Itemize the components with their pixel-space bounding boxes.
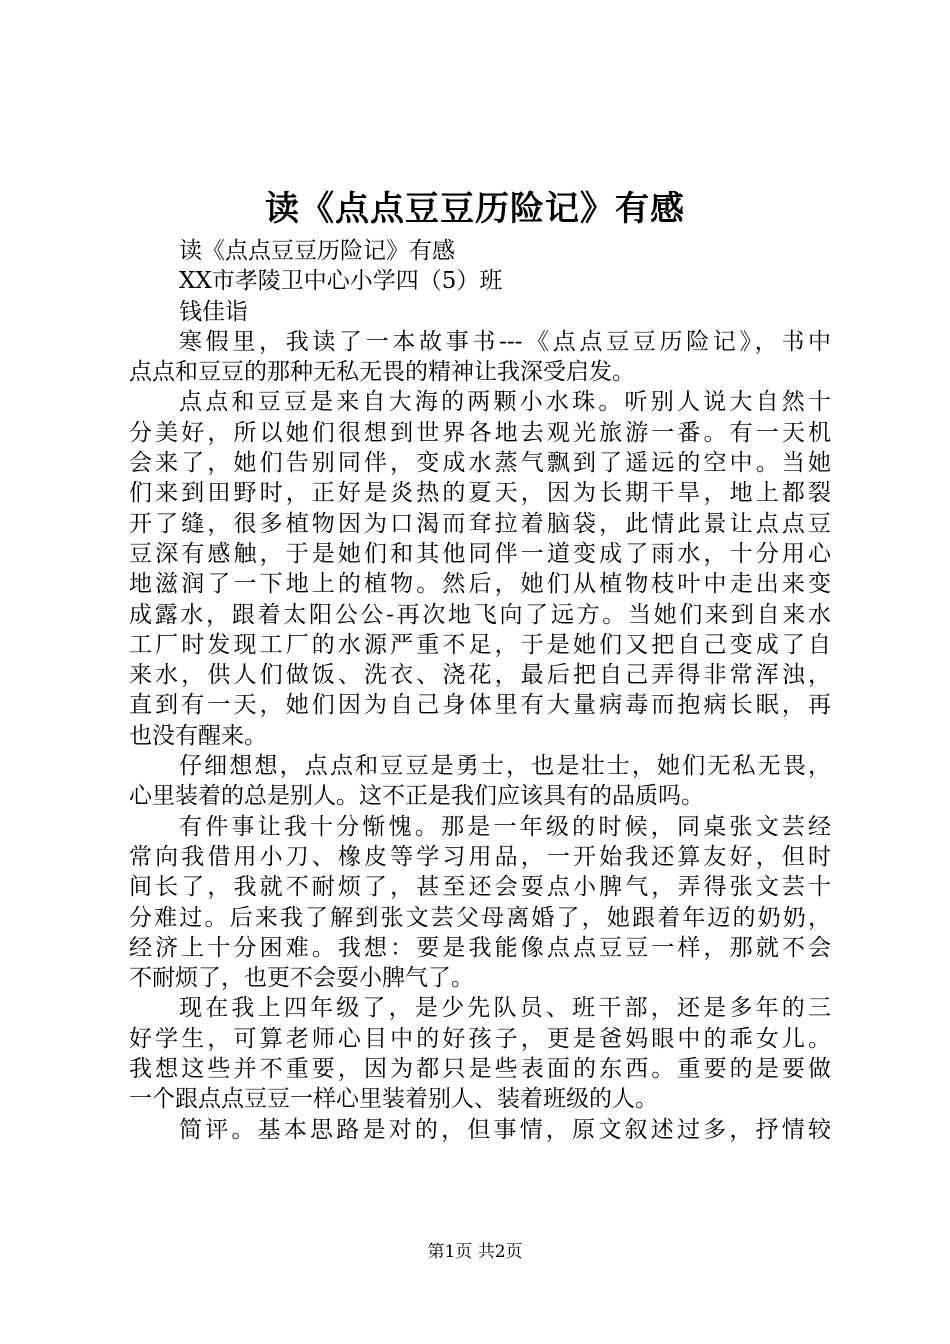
text-line: 读《点点豆豆历险记》有感 <box>179 238 455 264</box>
text-line: 钱佳诣 <box>179 298 248 325</box>
text-line: 们来到田野时，正好是炎热的夏天，因为长期干旱，地上都裂 <box>129 480 831 507</box>
text-line: 点点和豆豆是来自大海的两颗小水珠。听别人说大自然十 <box>179 389 831 416</box>
text-line: 开了缝，很多植物因为口渴而耷拉着脑袋，此情此景让点点豆 <box>129 510 831 537</box>
text-line: 心里装着的总是别人。这不正是我们应该具有的品质吗。 <box>129 783 704 810</box>
text-line: 仔细想想，点点和豆豆是勇士，也是壮士，她们无私无畏， <box>179 753 831 780</box>
text-line: 点点和豆豆的那种无私无畏的精神让我深受启发。 <box>129 359 635 386</box>
text-line: 有件事让我十分惭愧。那是一年级的时候，同桌张文芸经 <box>179 813 831 840</box>
text-line: 分美好，所以她们很想到世界各地去观光旅游一番。有一天机 <box>129 419 831 446</box>
text-line: 现在我上四年级了，是少先队员、班干部，还是多年的三 <box>179 995 831 1022</box>
text-line: 成露水，跟着太阳公公-再次地飞向了远方。当她们来到自来水 <box>129 601 831 628</box>
text-line: 不耐烦了，也更不会耍小脾气了。 <box>129 965 474 992</box>
document-title: 读《点点豆豆历险记》有感 <box>265 189 685 229</box>
text-line: 常向我借用小刀、橡皮等学习用品，一开始我还算友好，但时 <box>129 843 831 870</box>
text-line: 也没有醒来。 <box>129 722 267 749</box>
text-line: 经济上十分困难。我想：要是我能像点点豆豆一样，那就不会 <box>129 934 831 961</box>
text-line: 会来了，她们告别同伴，变成水蒸气飘到了遥远的空中。当她 <box>129 450 831 477</box>
text-line: 好学生，可算老师心目中的好孩子，更是爸妈眼中的乖女儿。 <box>129 1025 831 1052</box>
page-footer: 第1页 共2页 <box>427 1242 523 1262</box>
text-line: 间长了，我就不耐烦了，甚至还会耍点小脾气，弄得张文芸十 <box>129 874 831 901</box>
text-line: 一个跟点点豆豆一样心里装着别人、装着班级的人。 <box>129 1086 658 1113</box>
text-line: 寒假里，我读了一本故事书---《点点豆豆历险记》，书中 <box>179 328 831 355</box>
text-line: XX市孝陵卫中心小学四（5）班 <box>179 268 503 295</box>
text-line: 我想这些并不重要，因为都只是些表面的东西。重要的是要做 <box>129 1056 831 1083</box>
text-line: 直到有一天，她们因为自己身体里有大量病毒而抱病长眠，再 <box>129 692 831 719</box>
text-line: 简评。基本思路是对的，但事情，原文叙述过多，抒情较 <box>179 1116 831 1143</box>
text-line: 地滋润了一下地上的植物。然后，她们从植物枝叶中走出来变 <box>129 571 831 598</box>
document-body <box>129 236 831 1145</box>
text-line: 分难过。后来我了解到张文芸父母离婚了，她跟着年迈的奶奶， <box>129 904 831 931</box>
text-line: 豆深有感触，于是她们和其他同伴一道变成了雨水，十分用心 <box>129 540 831 567</box>
text-line: 来水，供人们做饭、洗衣、浇花，最后把自己弄得非常浑浊， <box>129 662 831 689</box>
text-line: 工厂时发现工厂的水源严重不足，于是她们又把自己变成了自 <box>129 631 831 658</box>
